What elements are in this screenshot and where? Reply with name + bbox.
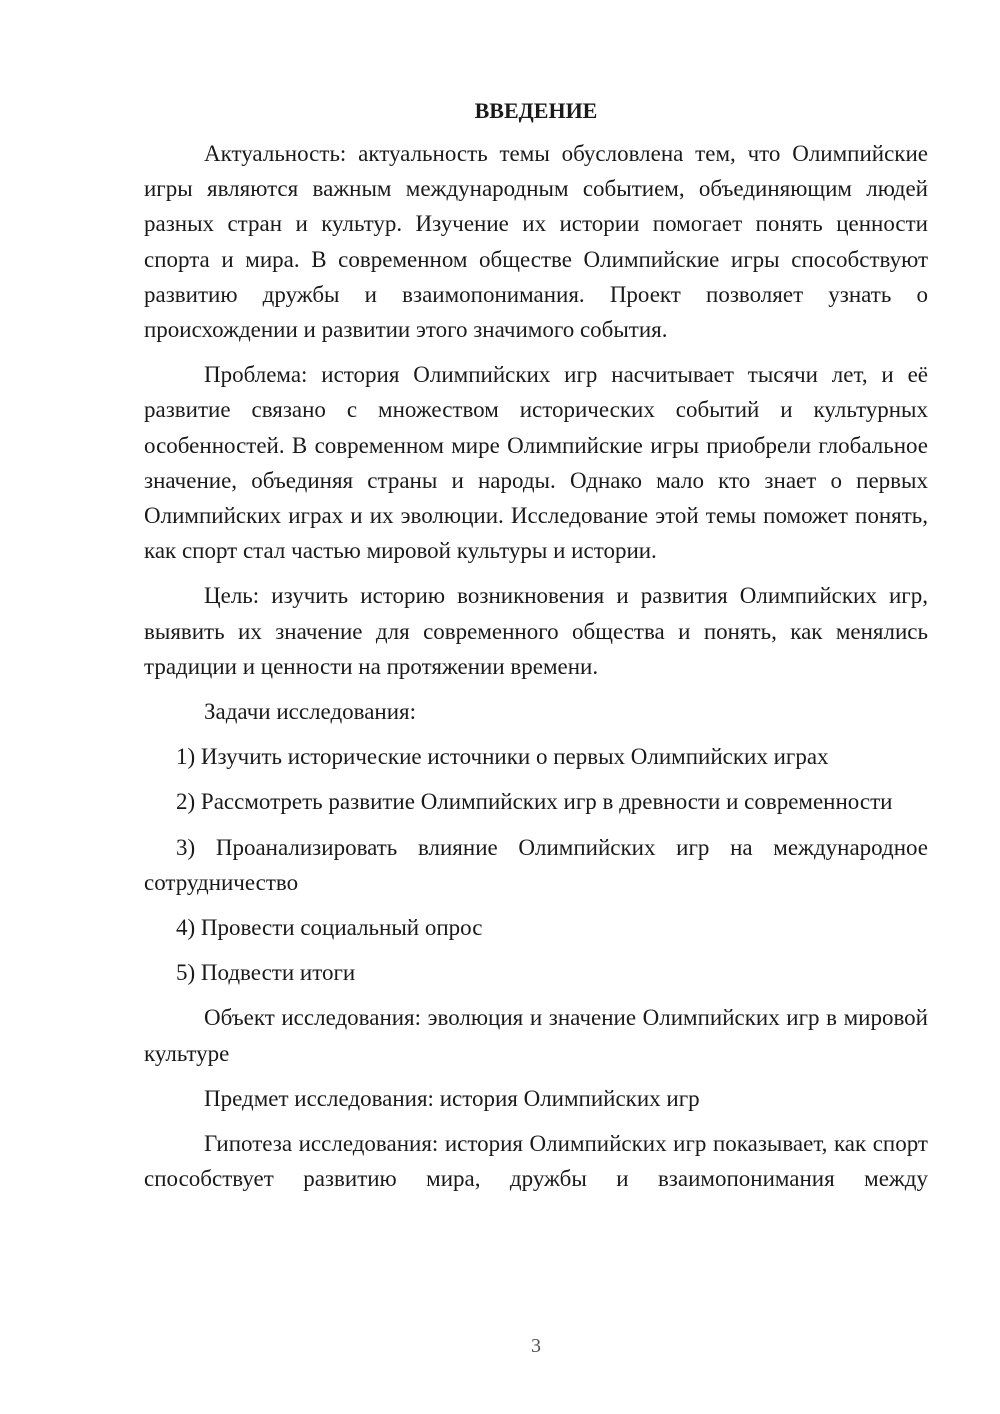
page-content: [144, 96, 928, 1206]
task-item-3: 3) Проанализировать влияние Олимпийских игр на международное сотрудничество: [144, 834, 928, 895]
tasks-heading: Задачи исследования:: [204, 699, 417, 725]
task-item-2: 2) Рассмотреть развитие Олимпийских игр в древности и современности: [176, 789, 893, 815]
task-item-5: 5) Подвести итоги: [176, 960, 356, 986]
paragraph-subject: Предмет исследования: история Олимпийских игр: [204, 1085, 700, 1111]
paragraph-object: Объект исследования: эволюция и значение Олимпийских игр в мировой культуре: [144, 1005, 928, 1066]
task-item-1: 1) Изучить исторические источники о первых Олимпийских играх: [176, 744, 829, 770]
paragraph-hypothesis: Гипотеза исследования: история Олимпийских игр показывает, как спорт способствует развитию мира, дружбы и взаимопонимания между: [144, 1131, 928, 1192]
paragraph-relevance: Актуальность: актуальность темы обусловлена тем, что Олимпийские игры являются важным международным событием, объединяющим людей разных стран и культур. Изучение их истории помогает понять ценности спорта и мира. В современном обществе Олимпийские игры способствуют развитию дружбы и взаимопонимания. Проект позволяет узнать о происхождении и развитии этого значимого события.: [144, 141, 928, 343]
paragraph-problem: Проблема: история Олимпийских игр насчитывает тысячи лет, и её развитие связано с множеством исторических событий и культурных особенностей. В современном мире Олимпийские игры приобрели глобальное значение, объединяя страны и народы. Однако мало кто знает о первых Олимпийских играх и их эволюции. Исследование этой темы поможет понять, как спорт стал частью мировой культуры и истории.: [144, 362, 928, 564]
paragraph-goal: Цель: изучить историю возникновения и развития Олимпийских игр, выявить их значение для современного общества и понять, как менялись традиции и ценности на протяжении времени.: [144, 583, 928, 679]
section-title: ВВЕДЕНИЕ: [474, 98, 598, 123]
page-number: 3: [531, 1335, 541, 1357]
task-item-4: 4) Провести социальный опрос: [176, 915, 483, 941]
